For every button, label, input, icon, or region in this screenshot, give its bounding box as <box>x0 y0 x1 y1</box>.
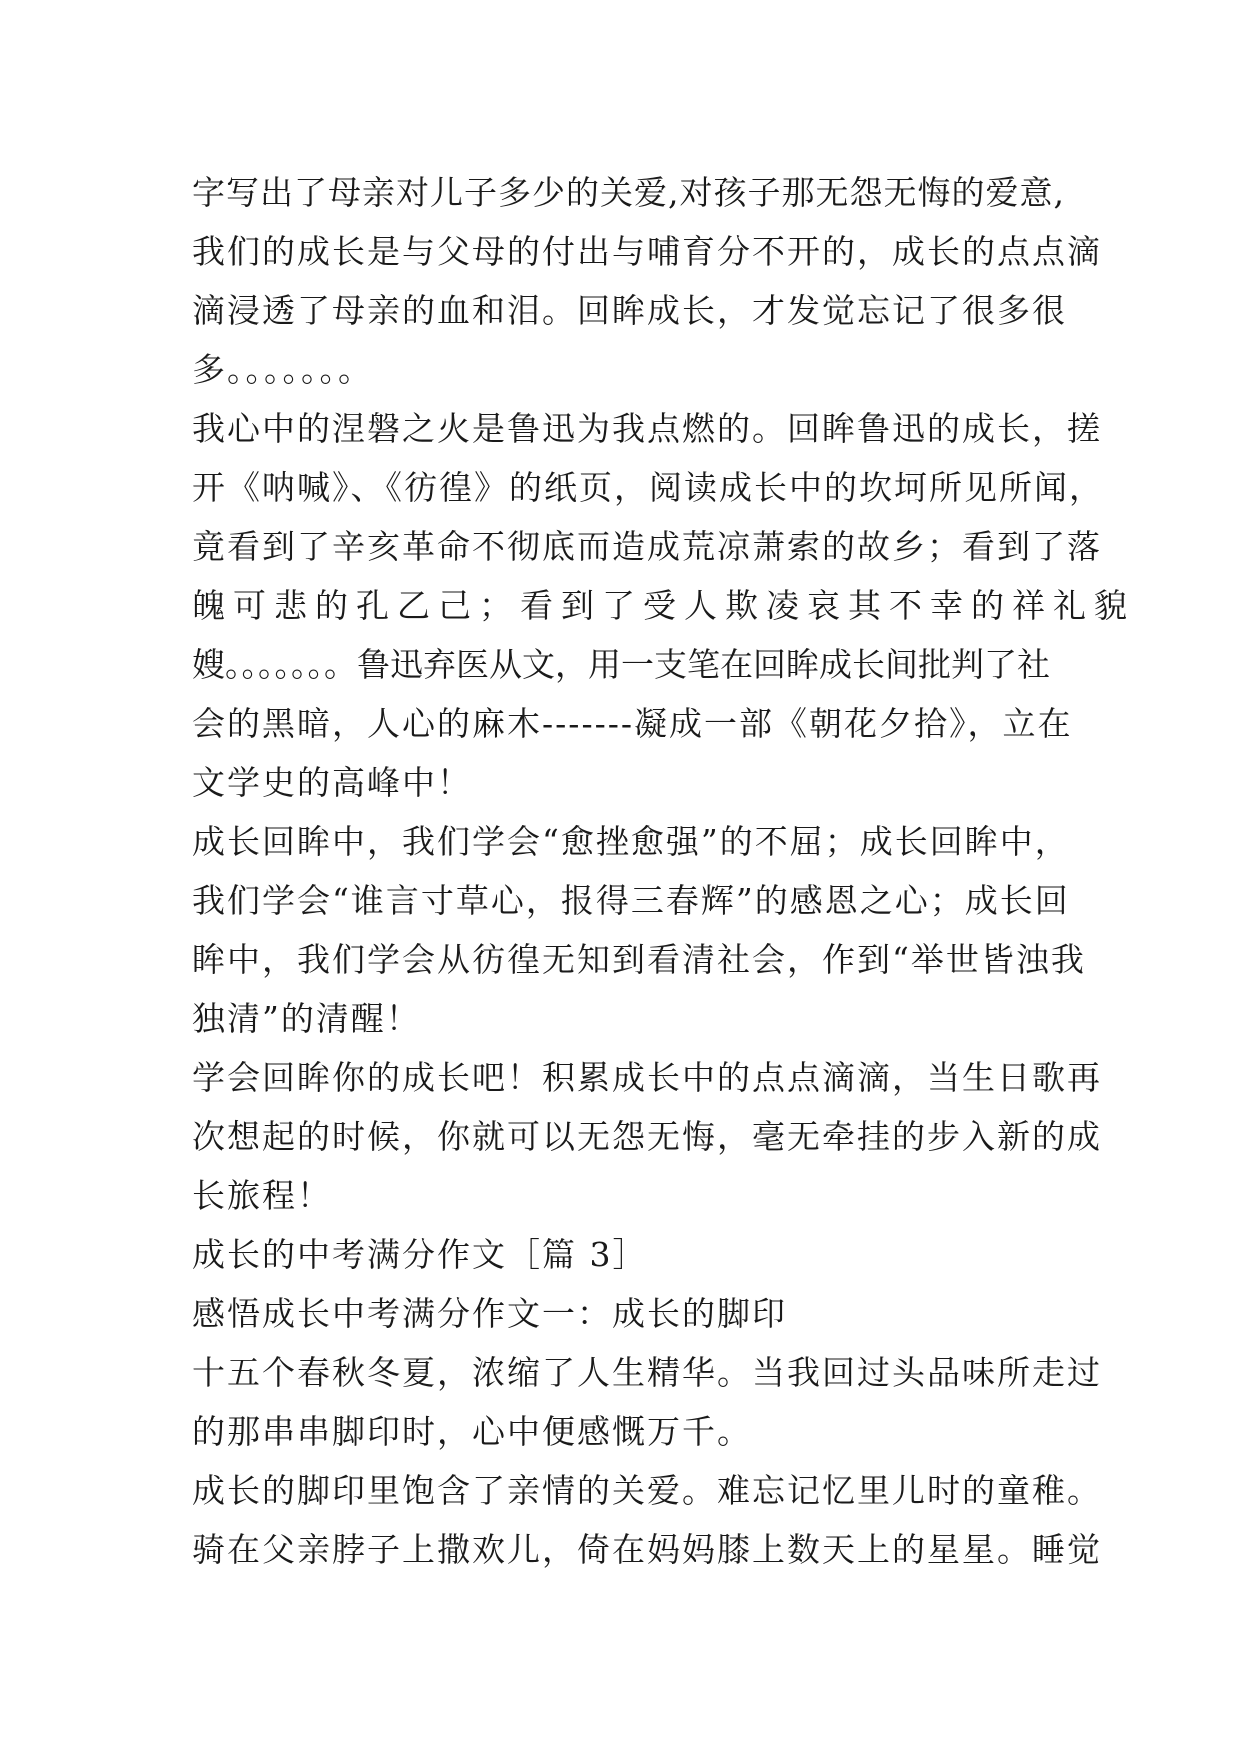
section-heading: 成长的中考满分作文［篇 3］ <box>192 1235 648 1274</box>
text-line: 长旅程！ <box>192 1176 332 1215</box>
text-line: 次想起的时候，你就可以无怨无悔，毫无牵挂的步入新的成 <box>192 1117 1102 1156</box>
text-line: 的那串串脚印时，心中便感慨万千。 <box>192 1412 752 1451</box>
essay-title: 感悟成长中考满分作文一：成长的脚印 <box>192 1294 787 1333</box>
text-line: 滴浸透了母亲的血和泪。回眸成长，才发觉忘记了很多很 <box>192 291 1067 330</box>
text-line: 我们学会“谁言寸草心，报得三春辉”的感恩之心；成长回 <box>192 881 1070 920</box>
text-line: 开《呐喊》、《彷徨》的纸页，阅读成长中的坎坷所见所闻， <box>192 468 1104 507</box>
text-line: 魄可悲的孔乙己；看到了受人欺凌哀其不幸的祥礼貌 <box>192 586 1135 625</box>
text-line: 我们的成长是与父母的付出与哺育分不开的，成长的点点滴 <box>192 232 1102 271</box>
text-line: 成长回眸中，我们学会“愈挫愈强”的不屈；成长回眸中， <box>192 822 1070 861</box>
text-line: 十五个春秋冬夏，浓缩了人生精华。当我回过头品味所走过 <box>192 1353 1102 1392</box>
text-line: 学会回眸你的成长吧！积累成长中的点点滴滴，当生日歌再 <box>192 1058 1102 1097</box>
text-line: 会的黑暗，人心的麻木-------凝成一部《朝花夕拾》，立在 <box>192 704 1073 743</box>
text-line: 骑在父亲脖子上撒欢儿，倚在妈妈膝上数天上的星星。睡觉 <box>192 1530 1102 1569</box>
text-line: 多。。。。。。。 <box>192 350 373 389</box>
text-line: 嫂。。。。。。。鲁迅弃医从文，用一支笔在回眸成长间批判了社 <box>192 645 1050 684</box>
text-line: 独清”的清醒！ <box>192 999 421 1038</box>
text-line: 眸中，我们学会从彷徨无知到看清社会，作到“举世皆浊我 <box>192 940 1086 979</box>
text-line: 字写出了母亲对儿子多少的关爱,对孩子那无怨无悔的爱意, <box>192 173 1065 212</box>
text-line: 成长的脚印里饱含了亲情的关爱。难忘记忆里儿时的童稚。 <box>192 1471 1102 1510</box>
text-line: 我心中的涅磐之火是鲁迅为我点燃的。回眸鲁迅的成长，搓 <box>192 409 1102 448</box>
text-line: 文学史的高峰中！ <box>192 763 472 802</box>
text-line: 竟看到了辛亥革命不彻底而造成荒凉萧索的故乡；看到了落 <box>192 527 1102 566</box>
